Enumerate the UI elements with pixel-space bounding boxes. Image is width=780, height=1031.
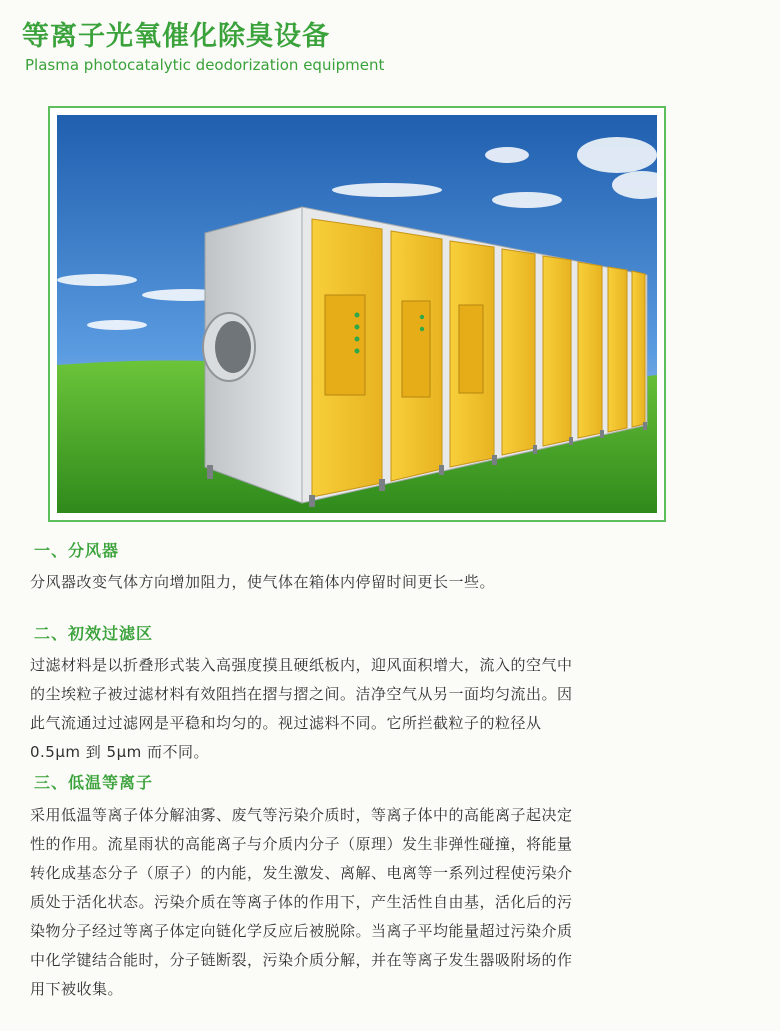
paragraph-line: 用下被收集。	[30, 980, 124, 998]
section-heading-low-temp-plasma: 三、低温等离子	[34, 773, 154, 792]
paragraph-line: 质处于活化状态。污染介质在等离子体的作用下，产生活性自由基，活化后的污	[30, 893, 573, 911]
equipment-illustration	[57, 115, 657, 513]
paragraph-line: 0.5μm 到 5μm 而不同。	[30, 743, 210, 761]
paragraph-line: 此气流通过过滤网是平稳和均匀的。视过滤料不同。它所拦截粒子的粒径从	[30, 714, 542, 732]
paragraph-line: 采用低温等离子体分解油雾、废气等污染介质时，等离子体中的高能离子起决定	[30, 806, 573, 824]
equipment-photo	[48, 106, 666, 522]
section-heading-primary-filter: 二、初效过滤区	[34, 624, 154, 643]
paragraph-line: 过滤材料是以折叠形式装入高强度摸且硬纸板内，迎风面积增大，流入的空气中	[30, 656, 573, 674]
paragraph-line: 分风器改变气体方向增加阻力，使气体在箱体内停留时间更长一些。	[30, 573, 496, 591]
paragraph-line: 染物分子经过等离子体定向链化学反应后被脱除。当离子平均能量超过污染介质	[30, 922, 573, 940]
paragraph-line: 中化学键结合能时，分子链断裂，污染介质分解，并在等离子发生器吸附场的作	[30, 951, 573, 969]
page-subtitle: Plasma photocatalytic deodorization equipment	[25, 56, 385, 74]
section-body-low-temp-plasma	[30, 801, 752, 1004]
page-title: 等离子光氧催化除臭设备	[22, 21, 330, 52]
paragraph-line: 的尘埃粒子被过滤材料有效阻挡在摺与摺之间。洁净空气从另一面均匀流出。因	[30, 685, 573, 703]
section-body-air-distributor	[30, 568, 752, 597]
section-body-primary-filter	[30, 651, 752, 767]
paragraph-line: 转化成基态分子（原子）的内能，发生激发、离解、电离等一系列过程使污染介	[30, 864, 573, 882]
section-heading-air-distributor: 一、分风器	[34, 541, 120, 560]
paragraph-line: 性的作用。流星雨状的高能离子与介质内分子（原理）发生非弹性碰撞，将能量	[30, 835, 573, 853]
